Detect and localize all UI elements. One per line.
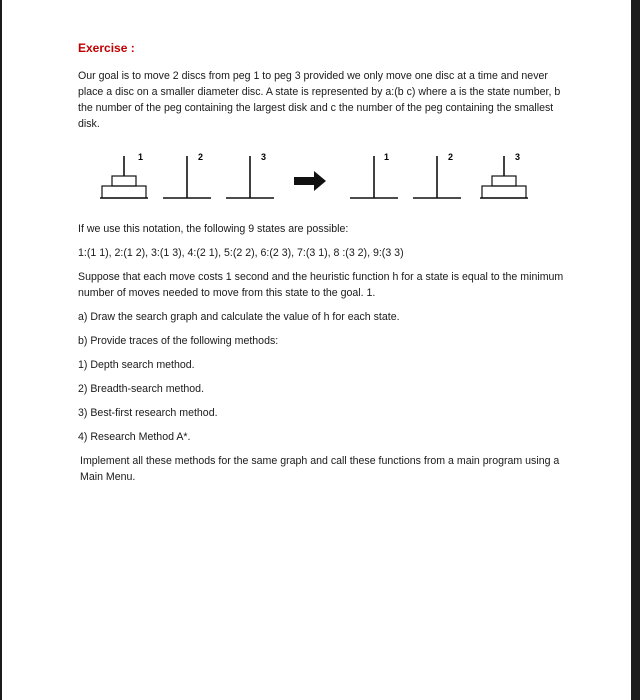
right-peg-2 <box>413 156 461 198</box>
towers-figure <box>78 146 568 208</box>
method-4: 4) Research Method A*. <box>78 431 191 443</box>
right-arrow-icon <box>294 171 326 191</box>
part-b: b) Provide traces of the following methods: <box>78 335 279 347</box>
cost-paragraph: Suppose that each move costs 1 second and the heuristic function h for a state is equal to the minimum number of moves needed to move from this state to the goal. 1. <box>78 271 564 299</box>
method-3: 3) Best-first research method. <box>78 407 218 419</box>
implement-paragraph: Implement all these methods for the same graph and call these functions from a main program using a Main Menu. <box>80 455 560 483</box>
left-peg-1-label: 1 <box>138 152 144 162</box>
method-2: 2) Breadth-search method. <box>78 383 205 395</box>
left-peg-3 <box>226 156 274 198</box>
document-page <box>78 40 568 485</box>
right-peg-2-label: 2 <box>448 152 454 162</box>
method-1: 1) Depth search method. <box>78 359 195 371</box>
left-peg-1 <box>100 156 148 198</box>
states-line: 1:(1 1), 2:(1 2), 3:(1 3), 4:(2 1), 5:(2 2), 6:(2 3), 7:(3 1), 8 :(3 2), 9:(3 3) <box>78 247 404 259</box>
frame-left-edge <box>0 0 2 700</box>
right-peg-1-label: 1 <box>384 152 390 162</box>
exercise-title: Exercise : <box>78 41 135 55</box>
left-peg-2-label: 2 <box>198 152 204 162</box>
right-peg-1 <box>350 156 398 198</box>
towers-diagram <box>78 146 568 208</box>
notation-line: If we use this notation, the following 9 states are possible: <box>78 223 349 235</box>
right-peg-3 <box>480 156 528 198</box>
right-peg-3-label: 3 <box>515 152 521 162</box>
left-peg-3-label: 3 <box>261 152 267 162</box>
left-peg-2 <box>163 156 211 198</box>
part-a: a) Draw the search graph and calculate the value of h for each state. <box>78 311 400 323</box>
intro-paragraph: Our goal is to move 2 discs from peg 1 to peg 3 provided we only move one disc at a time and never place a disc on a smaller diameter disc. A state is represented by a:(b c) where a is the state number, b the number of the peg containing the largest disk and c the number of the peg containing the smallest disk. <box>78 70 561 130</box>
frame-right-edge <box>631 0 640 700</box>
